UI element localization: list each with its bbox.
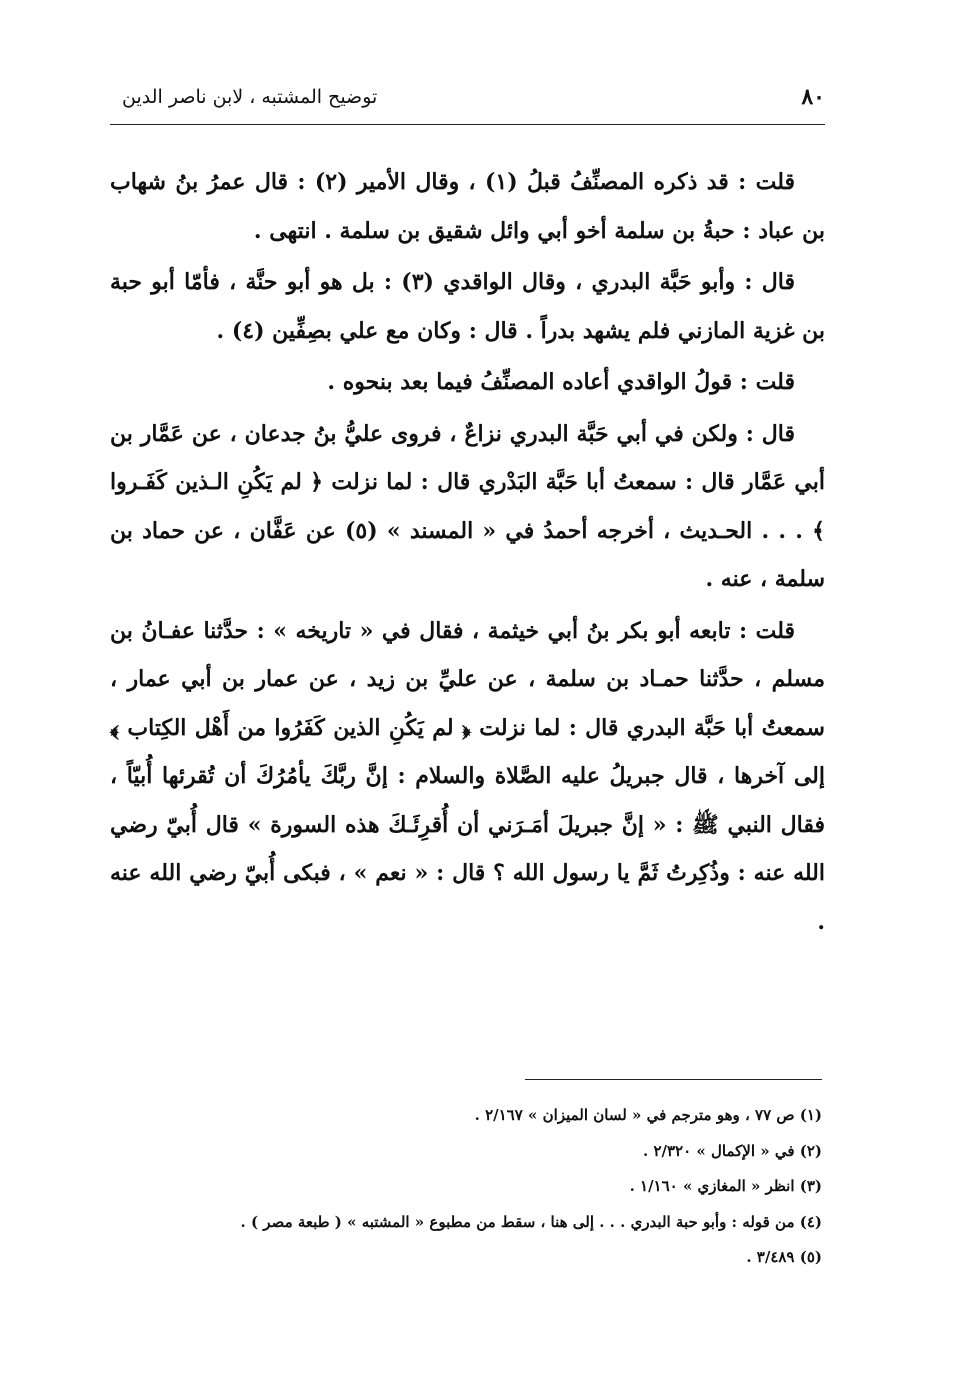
- footnote: (٢) في « الإكمال » ٢/٣٢٠ .: [643, 1141, 822, 1160]
- footnote: (١) ص ٧٧ ، وهو مترجم في « لسان الميزان » ٢/١٦٧ .: [474, 1106, 822, 1124]
- paragraph: قلت : قد ذكره المصنِّفُ قبلُ (١) ، وقال الأمير (٢) : قال عمرُ بنُ شهاب بن عباد : حبةُ بن سلمة أخو أبي وائل شقيق بن سلمة . انتهى .: [110, 169, 825, 244]
- footnote: (٥) ٣/٤٨٩ .: [746, 1248, 822, 1266]
- main-text: [110, 158, 825, 949]
- footnote: (٤) من قوله : وأبو حبة البدري . . . إلى هنا ، سقط من مطبوع « المشتبه » ( طبعة مصر ) .: [240, 1212, 822, 1231]
- page-number: ٨٠: [801, 84, 825, 110]
- running-header: [110, 78, 825, 118]
- footnote: (٣) انظر « المغازي » ١/١٦٠ .: [629, 1177, 822, 1195]
- running-title: توضيح المشتبه ، لابن ناصر الدين: [122, 86, 378, 108]
- paragraph: قال : وأبو حَبَّة البدري ، وقال الواقدي (٣) : بل هو أبو حنَّة ، فأمّا أبو حبة بن غزية المازني فلم يشهد بدراً . قال : وكان مع علي بصِفِّين (٤) .: [110, 269, 825, 344]
- paragraph: قلت : تابعه أبو بكر بنُ أبي خيثمة ، فقال في « تاريخه » : حدَّثنا عفـانُ بن مسلم ، حدَّثنا حمـاد بن سلمة ، عن عليِّ بن زيد ، عن عمار بن أبي عمار ، سمعتُ أبا حَبَّة البدري قال : لما نزلت ﴿ لم يَكُنِ الذين كَفَرُوا من أَهْل الكِتاب ﴾ إلى آخرها ، قال جبريلُ عليه الصَّلاة والسلام : إنَّ ربَّكَ يأمُرُكَ أن تُقرئها أُبيّاً ، فقال النبي ﷺ : « إنَّ جبريلَ أمَـرَني أن أُقرِئَـكَ هذه السورة » قال أُبيّ رضي الله عنه : وذُكِرتُ ثَمَّ يا رسول الله ؟ قال : « نعم » ، فبكى أُبيّ رضي الله عنه .: [110, 617, 825, 935]
- footnotes: [110, 1098, 822, 1276]
- paragraph: قال : ولكن في أبي حَبَّة البدري نزاعٌ ، فروى عليُّ بنُ جدعان ، عن عَمَّار بن أبي عَمَّار قال : سمعتُ أبا حَبَّة البَدْري قال : لما نزلت ﴿ لم يَكُنِ الـذين كَفَـروا ﴾ . . . الحـديث ، أخرجه أحمدُ في « المسند » (٥) عن عَفَّان ، عن حماد بن سلمة ، عنه .: [110, 420, 825, 592]
- header-divider: [110, 124, 825, 125]
- footnote-divider: [525, 1079, 822, 1080]
- paragraph: قلت : قولُ الواقدي أعاده المصنِّفُ فيما بعد بنحوه .: [327, 369, 795, 395]
